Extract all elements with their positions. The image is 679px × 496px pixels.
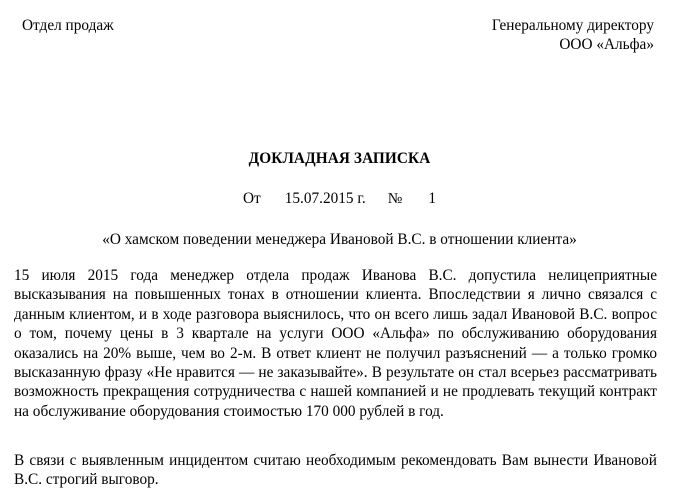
document-title: ДОКЛАДНАЯ ЗАПИСКА [248, 150, 431, 167]
recipient-position: Генеральному директору [491, 17, 654, 34]
recipient-block [492, 16, 654, 54]
date-number-line [0, 189, 679, 208]
body-paragraph-2: В связи с выявленным инцидентом считаю необходимым рекомендовать Вам вынести Ивановой В.С. строгий выговор. [14, 452, 657, 489]
recipient-company: ООО «Альфа» [559, 36, 654, 53]
document-number: 1 [428, 190, 437, 207]
number-label: № [387, 190, 403, 207]
body-paragraph-1: 15 июля 2015 года менеджер отдела продаж Иванова В.С. допустила нелицеприятные высказывания на повышенных тонах в отношении клиента. Впоследствии я лично связался с данным клиентом, и в ходе разговора выяснилось, что он всего лишь задал Ивановой В.С. вопрос о том, почему цены в 3 квартале на услуги ООО «Альфа» по обслуживанию оборудования оказались на 20% выше, чем во 2-м. В ответ клиент не получил разъяснений — а только громко высказанную фразу «Не нравится — не заказывайте». В результате он стал всерьез рассматривать возможность прекращения сотрудничества с нашей компанией и не продлевать текущий контракт на обслуживание оборудования стоимостью 170 000 рублей в год. [14, 267, 657, 420]
document-subject: «О хамском поведении менеджера Ивановой В.С. в отношении клиента» [102, 231, 577, 248]
document-date: 15.07.2015 г. [284, 190, 366, 207]
sender-department: Отдел продаж [22, 17, 114, 34]
from-label: От [242, 190, 261, 207]
